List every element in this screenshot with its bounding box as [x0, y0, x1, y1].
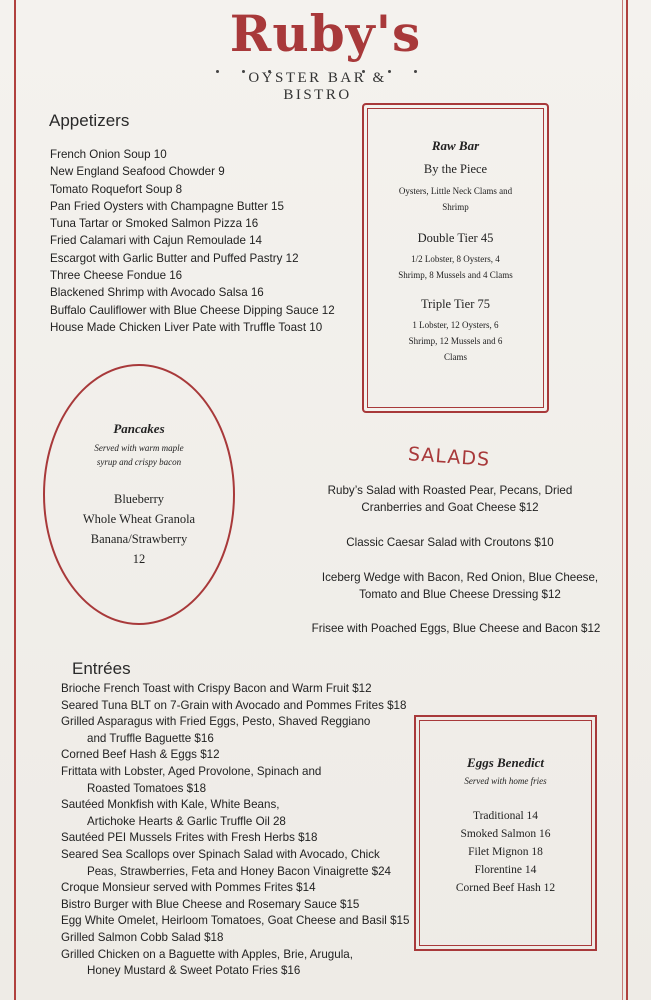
appetizers-list [50, 146, 335, 336]
list-item: Florentine 14 [474, 864, 537, 876]
right-border-line-inner [622, 0, 623, 1000]
list-item: Escargot with Garlic Butter and Puffed Pastry 12 [50, 251, 299, 265]
entrees-list [61, 681, 409, 980]
salads-heading: SALADS [407, 443, 491, 471]
list-item: House Made Chicken Liver Pate with Truffle Toast 10 [50, 320, 323, 334]
list-item: Grilled Asparagus with Fried Eggs, Pesto, Shaved Reggiano [61, 715, 371, 729]
eggs-benedict-list [416, 807, 595, 897]
desc-line: Shrimp, 8 Mussels and 4 Clams [398, 270, 513, 280]
desc-line: Clams [443, 352, 467, 362]
list-item: Seared Sea Scallops over Spinach Salad with Avocado, Chick [61, 847, 380, 861]
raw-bar-title: Raw Bar [431, 138, 480, 153]
list-item: Grilled Salmon Cobb Salad $18 [61, 930, 224, 944]
list-item: Croque Monsieur served with Pommes Frites $14 [61, 881, 316, 895]
list-item: Brioche French Toast with Crispy Bacon and Warm Fruit $12 [61, 682, 372, 695]
pancakes-list [45, 489, 233, 569]
salad-item [300, 534, 600, 551]
desc-line: Served with warm maple [94, 443, 184, 453]
list-item: Three Cheese Fondue 16 [50, 269, 183, 283]
list-item: Tuna Tartar or Smoked Salmon Pizza 16 [50, 217, 259, 231]
list-item: French Onion Soup 10 [50, 148, 167, 161]
list-item: Honey Mustard & Sweet Potato Fries $16 [87, 964, 301, 978]
list-item: Peas, Strawberries, Feta and Honey Bacon Vinaigrette $24 [87, 864, 391, 878]
salad-line: Iceberg Wedge with Bacon, Red Onion, Blue Cheese, [321, 571, 599, 584]
desc-line: Shrimp [442, 202, 469, 212]
raw-bar-triple-desc [364, 317, 547, 365]
raw-bar-box [362, 103, 549, 413]
restaurant-subtitle: OYSTER BAR & BISTRO [248, 70, 387, 103]
pancakes-oval [43, 364, 235, 625]
raw-bar-triple-tier: Triple Tier 75 [420, 297, 490, 311]
raw-bar-by-piece-desc [364, 183, 547, 215]
pancakes-price: 12 [132, 552, 146, 566]
right-border-line [626, 0, 628, 1000]
list-item: Traditional 14 [472, 810, 539, 822]
desc-line: syrup and crispy bacon [96, 457, 182, 467]
salad-item [296, 620, 616, 637]
salad-line: Tomato and Blue Cheese Dressing $12 [359, 588, 561, 601]
raw-bar-double-tier: Double Tier 45 [417, 231, 494, 245]
list-item: Grilled Chicken on a Baguette with Apples, Brie, Arugula, [61, 947, 353, 961]
list-item: Buffalo Cauliflower with Blue Cheese Dipping Sauce 12 [50, 303, 335, 317]
salad-line: Frisee with Poached Eggs, Blue Cheese and Bacon $12 [311, 622, 601, 635]
eggs-benedict-desc: Served with home fries [464, 776, 547, 786]
appetizers-heading: Appetizers [49, 111, 130, 130]
entrees-heading: Entrées [72, 659, 131, 678]
list-item: Pan Fried Oysters with Champagne Butter 15 [50, 199, 284, 213]
list-item: Fried Calamari with Cajun Remoulade 14 [50, 234, 263, 248]
list-item: Blackened Shrimp with Avocado Salsa 16 [50, 286, 264, 300]
salad-item [300, 569, 620, 603]
list-item: Blueberry [114, 492, 164, 506]
list-item: Artichoke Hearts & Garlic Truffle Oil 28 [87, 814, 286, 828]
salad-line: Cranberries and Goat Cheese $12 [361, 501, 539, 514]
list-item: Frittata with Lobster, Aged Provolone, Spinach and [61, 764, 322, 778]
desc-line: 1 Lobster, 12 Oysters, 6 [412, 320, 499, 330]
list-item: New England Seafood Chowder 9 [50, 165, 225, 179]
list-item: Whole Wheat Granola [82, 512, 196, 526]
pancakes-desc [45, 441, 233, 469]
list-item: and Truffle Baguette $16 [87, 731, 214, 745]
list-item: Corned Beef Hash & Eggs $12 [61, 748, 220, 762]
list-item: Smoked Salmon 16 [460, 828, 551, 840]
left-border-line [14, 0, 16, 1000]
pancakes-title: Pancakes [113, 421, 165, 436]
list-item: Filet Mignon 18 [468, 846, 543, 858]
list-item: Seared Tuna BLT on 7-Grain with Avocado and Pommes Frites $18 [61, 698, 407, 712]
salad-line: Ruby’s Salad with Roasted Pear, Pecans, Dried [327, 484, 573, 497]
list-item: Corned Beef Hash 12 [455, 882, 556, 894]
eggs-benedict-title: Eggs Benedict [467, 755, 544, 770]
list-item: Sautéed PEI Mussels Frites with Fresh Herbs $18 [61, 831, 318, 845]
raw-bar-by-piece: By the Piece [423, 162, 488, 176]
salad-line: Classic Caesar Salad with Croutons $10 [346, 536, 554, 549]
raw-bar-double-desc [364, 251, 547, 283]
desc-line: Oysters, Little Neck Clams and [398, 186, 513, 196]
salad-item [300, 482, 600, 516]
list-item: Bistro Burger with Blue Cheese and Rosemary Sauce $15 [61, 897, 360, 911]
list-item: Egg White Omelet, Heirloom Tomatoes, Goat Cheese and Basil $15 [61, 914, 410, 928]
desc-line: Shrimp, 12 Mussels and 6 [408, 336, 503, 346]
restaurant-title: Ruby's [229, 4, 422, 63]
list-item: Sautéed Monkfish with Kale, White Beans, [61, 798, 280, 812]
list-item: Roasted Tomatoes $18 [87, 781, 207, 795]
list-item: Banana/Strawberry [90, 532, 188, 546]
list-item: Tomato Roquefort Soup 8 [50, 182, 183, 196]
eggs-benedict-box [414, 715, 597, 951]
desc-line: 1/2 Lobster, 8 Oysters, 4 [411, 254, 500, 264]
